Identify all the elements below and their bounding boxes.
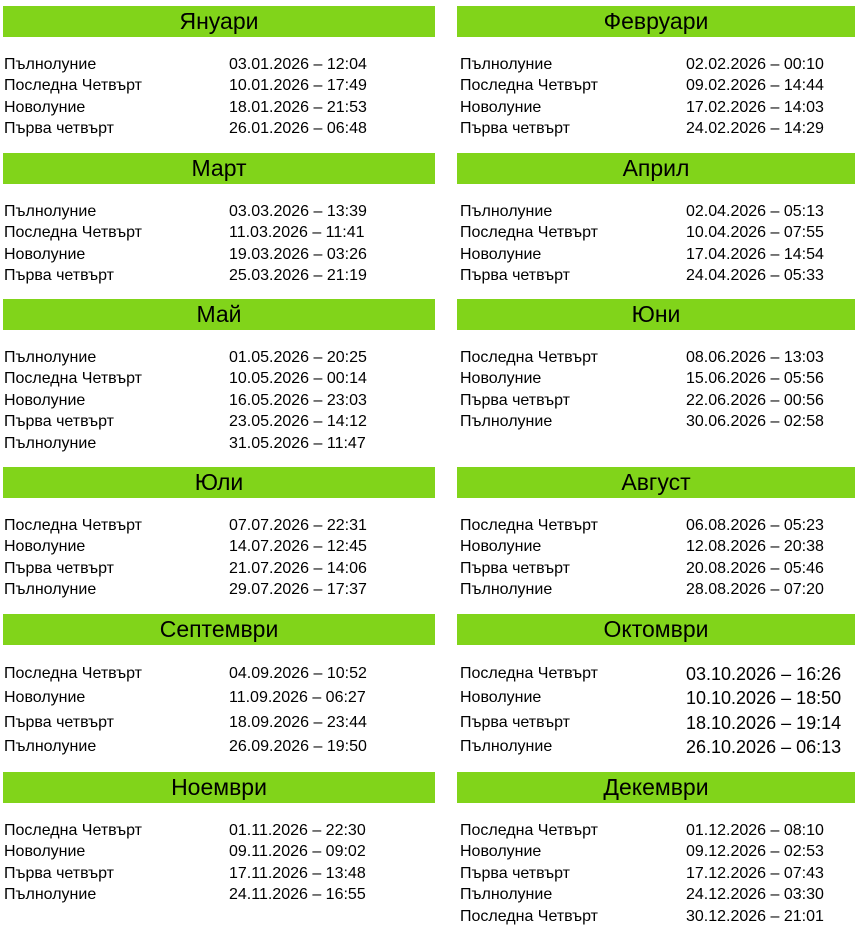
event-row: [457, 265, 855, 286]
phase-datetime: 10.04.2026 – 07:55: [686, 224, 824, 242]
phase-datetime: 26.09.2026 – 19:50: [229, 737, 367, 755]
phase-name: Последна Четвърт: [460, 77, 598, 95]
event-row: [3, 433, 435, 454]
month-title: Януари: [3, 6, 435, 37]
month-block-june: [457, 299, 855, 433]
phase-datetime: 16.05.2026 – 23:03: [229, 391, 367, 409]
phase-name: Последна Четвърт: [460, 665, 598, 682]
event-row: [3, 841, 435, 862]
month-block-march: [3, 153, 435, 287]
month-block-january: [3, 6, 435, 140]
month-block-december: [457, 772, 855, 927]
event-row: [457, 118, 855, 139]
phase-name: Първа четвърт: [4, 713, 114, 731]
phase-datetime: 23.05.2026 – 14:12: [229, 413, 367, 431]
phase-datetime: 26.01.2026 – 06:48: [229, 120, 367, 138]
month-block-july: [3, 467, 435, 601]
phase-name: Новолуние: [4, 538, 86, 556]
phase-datetime: 09.11.2026 – 09:02: [229, 843, 366, 861]
month-title: Март: [3, 153, 435, 184]
phase-datetime: 24.04.2026 – 05:33: [686, 267, 824, 285]
event-row: [457, 841, 855, 862]
phase-datetime: 03.10.2026 – 16:26: [686, 664, 842, 684]
phase-datetime: 04.09.2026 – 10:52: [229, 665, 367, 682]
phase-datetime: 31.05.2026 – 11:47: [229, 434, 366, 452]
phase-datetime: 10.05.2026 – 00:14: [229, 370, 367, 388]
phase-name: Новолуние: [460, 98, 542, 116]
phase-name: Последна Четвърт: [460, 907, 598, 925]
phase-name: Пълнолуние: [4, 886, 97, 904]
event-row: [457, 579, 855, 600]
phase-name: Последна Четвърт: [4, 224, 142, 242]
month-title: Юли: [3, 467, 435, 498]
event-row: [457, 222, 855, 243]
phase-datetime: 06.08.2026 – 05:23: [686, 517, 824, 534]
month-title: Септември: [3, 614, 435, 645]
phase-datetime: 20.08.2026 – 05:46: [686, 559, 824, 577]
phase-name: Първа четвърт: [460, 391, 570, 409]
month-title: Май: [3, 299, 435, 330]
phase-name: Първа четвърт: [460, 559, 570, 577]
phase-name: Новолуние: [460, 689, 542, 707]
month-block-august: [457, 467, 855, 601]
phase-name: Пълнолуние: [460, 56, 553, 73]
phase-name: Пълнолуние: [460, 581, 553, 599]
event-row: [3, 118, 435, 139]
phase-name: Първа четвърт: [4, 559, 114, 577]
phase-name: Първа четвърт: [4, 864, 114, 882]
event-row: [457, 54, 855, 75]
phase-name: Последна Четвърт: [4, 517, 142, 534]
phase-datetime: 02.04.2026 – 05:13: [686, 203, 824, 220]
event-row: [457, 515, 855, 536]
event-row: [3, 820, 435, 841]
phase-datetime: 15.06.2026 – 05:56: [686, 370, 824, 388]
event-row: [3, 201, 435, 222]
phase-datetime: 01.12.2026 – 08:10: [686, 822, 824, 839]
event-row: [457, 863, 855, 884]
month-title: Ноември: [3, 772, 435, 803]
month-block-april: [457, 153, 855, 287]
event-row: [457, 735, 855, 759]
phase-datetime: 18.09.2026 – 23:44: [229, 713, 367, 731]
phase-datetime: 03.03.2026 – 13:39: [229, 203, 367, 220]
month-title: Август: [457, 467, 855, 498]
event-row: [3, 265, 435, 286]
event-row: [457, 536, 855, 557]
phase-datetime: 09.02.2026 – 14:44: [686, 77, 824, 95]
event-row: [3, 244, 435, 265]
phase-name: Първа четвърт: [460, 864, 570, 882]
phase-datetime: 17.04.2026 – 14:54: [686, 245, 824, 263]
event-row: [3, 863, 435, 884]
phase-datetime: 01.05.2026 – 20:25: [229, 349, 367, 366]
phase-datetime: 21.07.2026 – 14:06: [229, 559, 367, 577]
event-row: [3, 390, 435, 411]
event-row: [3, 558, 435, 579]
phase-name: Пълнолуние: [460, 203, 553, 220]
event-row: [3, 735, 435, 759]
phase-name: Новолуние: [460, 245, 542, 263]
event-row: [457, 75, 855, 96]
phase-datetime: 11.03.2026 – 11:41: [229, 224, 365, 242]
event-row: [457, 201, 855, 222]
phase-name: Пълнолуние: [4, 737, 97, 755]
phase-name: Новолуние: [460, 538, 542, 556]
phase-name: Пълнолуние: [4, 349, 97, 366]
phase-datetime: 11.09.2026 – 06:27: [229, 689, 366, 707]
phase-datetime: 02.02.2026 – 00:10: [686, 56, 824, 73]
phase-name: Новолуние: [4, 843, 86, 861]
phase-name: Новолуние: [460, 843, 542, 861]
month-title: Юни: [457, 299, 855, 330]
phase-datetime: 17.02.2026 – 14:03: [686, 98, 824, 116]
phase-datetime: 18.01.2026 – 21:53: [229, 98, 367, 116]
month-title: Октомври: [457, 614, 855, 645]
phase-datetime: 26.10.2026 – 06:13: [686, 736, 842, 757]
phase-name: Първа четвърт: [4, 120, 114, 138]
phase-name: Новолуние: [4, 245, 86, 263]
phase-datetime: 08.06.2026 – 13:03: [686, 349, 824, 366]
phase-name: Пълнолуние: [4, 434, 97, 452]
phase-datetime: 10.10.2026 – 18:50: [686, 688, 842, 709]
event-row: [3, 347, 435, 368]
phase-datetime: 30.06.2026 – 02:58: [686, 413, 824, 431]
event-row: [457, 906, 855, 927]
phase-name: Новолуние: [4, 689, 86, 707]
phase-name: Последна Четвърт: [460, 822, 598, 839]
phase-name: Пълнолуние: [460, 886, 553, 904]
phase-name: Новолуние: [460, 370, 542, 388]
event-row: [457, 390, 855, 411]
event-row: [3, 686, 435, 710]
event-row: [3, 536, 435, 557]
phase-datetime: 10.01.2026 – 17:49: [229, 77, 367, 95]
event-row: [457, 558, 855, 579]
month-block-may: [3, 299, 435, 454]
phase-datetime: 28.08.2026 – 07:20: [686, 581, 824, 599]
event-row: [457, 686, 855, 710]
phase-datetime: 30.12.2026 – 21:01: [686, 907, 824, 925]
phase-name: Последна Четвърт: [460, 517, 598, 534]
event-row: [3, 222, 435, 243]
event-row: [457, 97, 855, 118]
phase-datetime: 19.03.2026 – 03:26: [229, 245, 367, 263]
phase-name: Пълнолуние: [4, 581, 97, 599]
event-row: [457, 244, 855, 265]
phase-name: Новолуние: [4, 391, 86, 409]
phase-name: Новолуние: [4, 98, 86, 116]
phase-name: Първа четвърт: [460, 120, 570, 138]
phase-name: Пълнолуние: [460, 413, 553, 431]
phase-datetime: 18.10.2026 – 19:14: [686, 712, 842, 733]
phase-datetime: 14.07.2026 – 12:45: [229, 538, 367, 556]
phase-name: Последна Четвърт: [4, 370, 142, 388]
phase-datetime: 24.02.2026 – 14:29: [686, 120, 824, 138]
phase-datetime: 07.07.2026 – 22:31: [229, 517, 367, 534]
phase-name: Последна Четвърт: [460, 349, 598, 366]
event-row: [3, 97, 435, 118]
month-block-september: [3, 614, 435, 759]
phase-name: Пълнолуние: [460, 737, 553, 755]
month-title: Декември: [457, 772, 855, 803]
phase-datetime: 09.12.2026 – 02:53: [686, 843, 824, 861]
phase-name: Първа четвърт: [4, 267, 114, 285]
phase-name: Първа четвърт: [460, 713, 570, 731]
month-title: Февруари: [457, 6, 855, 37]
event-row: [3, 411, 435, 432]
event-row: [3, 515, 435, 536]
phase-datetime: 01.11.2026 – 22:30: [229, 822, 366, 839]
phase-name: Последна Четвърт: [4, 665, 142, 682]
phase-datetime: 22.06.2026 – 00:56: [686, 391, 824, 409]
phase-name: Първа четвърт: [4, 413, 114, 431]
event-row: [457, 884, 855, 905]
event-row: [3, 368, 435, 389]
phase-datetime: 29.07.2026 – 17:37: [229, 581, 367, 599]
event-row: [457, 711, 855, 735]
event-row: [3, 662, 435, 686]
month-block-february: [457, 6, 855, 140]
month-block-october: [457, 614, 855, 759]
event-row: [3, 711, 435, 735]
phase-datetime: 25.03.2026 – 21:19: [229, 267, 367, 285]
phase-name: Първа четвърт: [460, 267, 570, 285]
event-row: [457, 347, 855, 368]
phase-datetime: 24.11.2026 – 16:55: [229, 886, 366, 904]
event-row: [3, 54, 435, 75]
event-row: [457, 411, 855, 432]
event-row: [3, 75, 435, 96]
phase-datetime: 17.11.2026 – 13:48: [229, 864, 366, 882]
phase-datetime: 17.12.2026 – 07:43: [686, 864, 824, 882]
phase-name: Последна Четвърт: [4, 822, 142, 839]
month-title: Април: [457, 153, 855, 184]
event-row: [457, 662, 855, 686]
event-row: [3, 579, 435, 600]
phase-datetime: 12.08.2026 – 20:38: [686, 538, 824, 556]
month-block-november: [3, 772, 435, 906]
phase-name: Последна Четвърт: [460, 224, 598, 242]
event-row: [457, 368, 855, 389]
event-row: [457, 820, 855, 841]
phase-name: Последна Четвърт: [4, 77, 142, 95]
event-row: [3, 884, 435, 905]
phase-datetime: 24.12.2026 – 03:30: [686, 886, 824, 904]
phase-name: Пълнолуние: [4, 203, 97, 220]
phase-datetime: 03.01.2026 – 12:04: [229, 56, 367, 73]
phase-name: Пълнолуние: [4, 56, 97, 73]
